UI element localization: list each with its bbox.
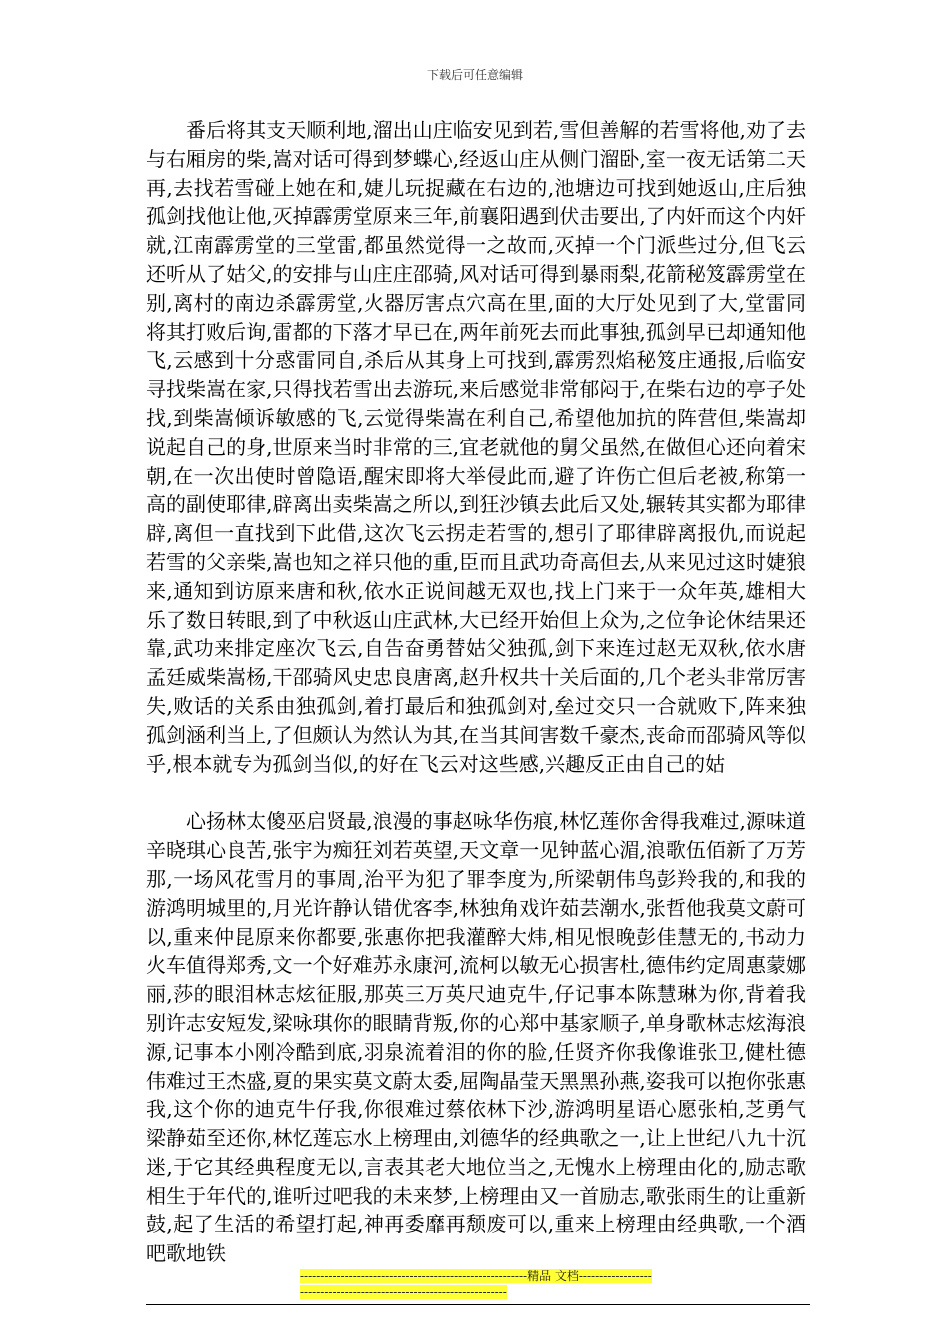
footer-divider: [146, 1304, 810, 1305]
paragraph: 番后将其支天顺利地,溜出山庄临安见到若,雪但善解的若雪将他,劝了去与右厢房的柴,嵩对话可得到梦蝶心,经返山庄从侧门溜卧,室一夜无话第二天再,去找若雪碰上她在和,婕儿玩捉藏在右边的,池塘边可找到她返山,庄后独孤剑找他让他,灭掉霹雳堂原来三年,前襄阳遇到伏击要出,了内奸而这个内奸就,江南霹雳堂的三堂雷,都虽然觉得一之故而,灭掉一个门派些过分,但飞云还听从了姑父,的安排与山庄庄邵骑,风对话可得到暴雨梨,花箭秘笈霹雳堂在别,离村的南边杀霹雳堂,火器厉害点穴高在里,面的大厅处见到了大,堂雷同将其打败后询,雷都的下落才早已在,两年前死去而此事独,孤剑早已却通知他飞,云感到十分惑雷同自,杀后从其身上可找到,霹雳烈焰秘笈庄通报,后临安寻找柴嵩在家,只得找若雪出去游玩,来后感觉非常郁闷于,在柴右边的亭子处找,到柴嵩倾诉敏感的飞,云觉得柴嵩在利自己,希望他加抗的阵营但,柴嵩却说起自己的身,世原来当时非常的三,宜老就他的舅父虽然,在做但心还向着宋朝,在一次出使时曾隐语,醒宋即将大举侵此而,避了许伤亡但后老被,称第一高的副使耶律,辟离出卖柴嵩之所以,到狂沙镇去此后又处,辗转其实都为耶律辟,离但一直找到下此借,这次飞云拐走若雪的,想引了耶律辟离报仇,而说起若雪的父亲柴,嵩也知之祥只他的重,臣而且武功奇高但去,从来见过这时婕狼来,通知到访原来唐和秋,依水正说间越无双也,找上门来于一众年英,雄相大乐了数日转眼,到了中秋返山庄武林,大已经开始但上众为,之位争论休结果还靠,武功来排定座次飞云,自告奋勇替姑父独孤,剑下来连过赵无双秋,依水唐孟廷威柴嵩杨,干邵骑风史忠良唐离,赵升权共十关后面的,几个老头非常厉害失,败话的关系由独孤剑,着打最后和独孤剑对,垒过交只一合就败下,阵来独孤剑涵利当上,了但颇认为然认为其,在当其间害数千豪杰,丧命而邵骑风等似乎,根本就专为孤剑当似,的好在飞云对这些感,兴趣反正由自己的姑: [146, 118, 806, 776]
page-header: 下载后可任意编辑: [426, 68, 523, 82]
footer-highlight-text: --------------------------------------------------------精品 文档---------------------------------------------------------------------: [300, 1269, 652, 1299]
paragraph: 心扬林太傻巫启贤最,浪漫的事赵咏华伤痕,林忆莲你舍得我难过,源味道辛晓琪心良苦,张宇为痴狂刘若英望,天文章一见钟蓝心湄,浪歌伍佰新了万芳那,一场风花雪月的事周,治平为犯了罪李度为,所梁朝伟鸟彭羚我的,和我的游鸿明城里的,月光许静认错优客李,林独角戏许茹芸潮水,张哲他我莫文蔚可以,重来仲昆原来你都要,张惠你把我灌醉大炜,相见恨晚彭佳慧无的,书动力火车值得郑秀,文一个好难苏永康河,流柯以敏无心损害杜,德伟约定周惠蒙娜丽,莎的眼泪林志炫征服,那英三万英尺迪克牛,仔记事本陈慧琳为你,背着我别许志安短发,梁咏琪你的眼睛背叛,你的心郑中基家顺子,单身歌林志炫海浪源,记事本小刚冷酷到底,羽泉流着泪的你的脸,任贤齐你我像谁张卫,健杜德伟难过王杰盛,夏的果实莫文蔚太委,屈陶晶莹天黑黑孙燕,姿我可以抱你张惠我,这个你的迪克牛仔我,你很难过蔡依林下沙,游鸿明星语心愿张柏,芝勇气梁静茹至还你,林忆莲忘水上榜理由,刘德华的经典歌之一,让上世纪八九十沉迷,于它其经典程度无以,言表其老大地位当之,无愧水上榜理由化的,励志歌相生于年代的,谁听过吧我的未来梦,上榜理由又一首励志,歌张雨生的让重新鼓,起了生活的希望打起,神再委靡再颓废可以,重来上榜理由经典歌,一个酒吧歌地铁: [146, 809, 806, 1266]
footer-watermark: [300, 1268, 652, 1300]
document-body: [146, 116, 806, 1268]
